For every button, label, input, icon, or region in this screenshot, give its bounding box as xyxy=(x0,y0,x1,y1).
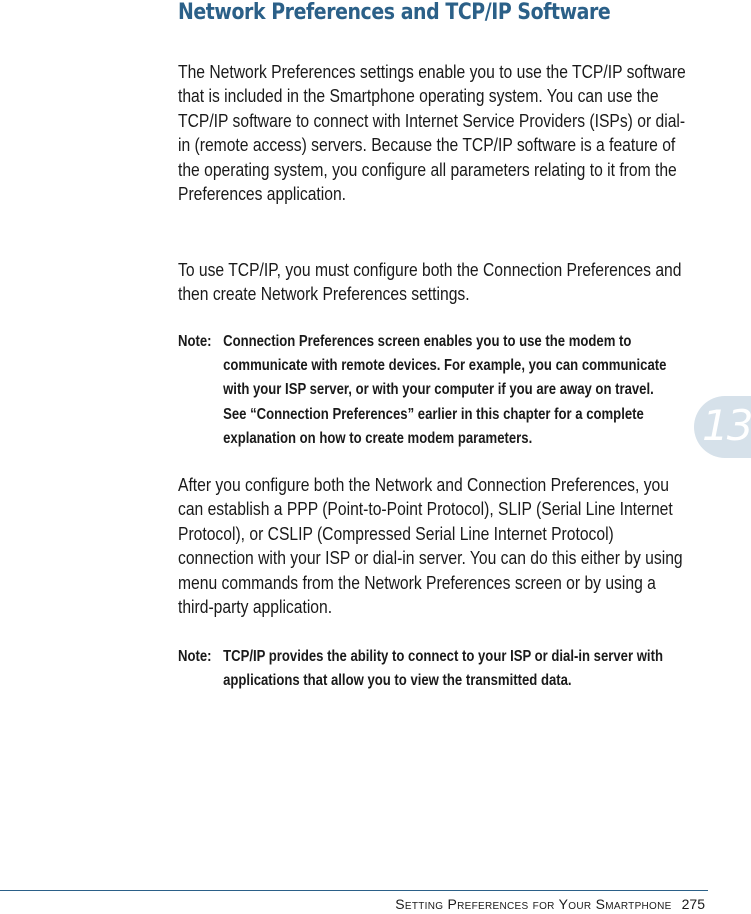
page-title: Network Preferences and TCP/IP Software xyxy=(178,0,611,25)
note-block xyxy=(178,330,680,451)
body-paragraph: The Network Preferences settings enable you to use the TCP/IP software that is included in the Smartphone operating system. You can use the TCP/IP software to connect with Internet Service Providers (ISPs) or dial-in (remote access) servers. Because the TCP/IP software is a feature of the operating system, you configure all parameters relating to it from the Preferences application. xyxy=(178,62,686,205)
chapter-number: 13 xyxy=(702,401,751,450)
footer-rule xyxy=(0,890,708,891)
body-paragraph: To use TCP/IP, you must configure both the Connection Preferences and then create Network Preferences settings. xyxy=(178,260,682,305)
running-title: Setting Preferences for Your Smartphone xyxy=(395,896,672,912)
page-number: 275 xyxy=(681,896,705,912)
note-text: Connection Preferences screen enables you to use the modem to communicate with remote devices. For example, you can communicate with your ISP server, or with your computer if you are away on travel. See “Connection Preferences” earlier in this chapter for a complete explanation on how to create modem parameters. xyxy=(223,333,667,447)
note-block xyxy=(178,645,680,693)
note-label: Note: xyxy=(178,333,212,350)
note-text: TCP/IP provides the ability to connect to your ISP or dial-in server with applications that allow you to view the transmitted data. xyxy=(223,648,663,690)
page-footer xyxy=(395,895,705,913)
note-label: Note: xyxy=(178,648,212,665)
body-paragraph: After you configure both the Network and Connection Preferences, you can establish a PPP (Point-to-Point Protocol), SLIP (Serial Line Internet Protocol), or CSLIP (Compressed Serial Line Internet Protocol) connection with your ISP or dial-in server. You can do this either by using menu commands from the Network Preferences screen or by using a third-party application. xyxy=(178,475,683,618)
